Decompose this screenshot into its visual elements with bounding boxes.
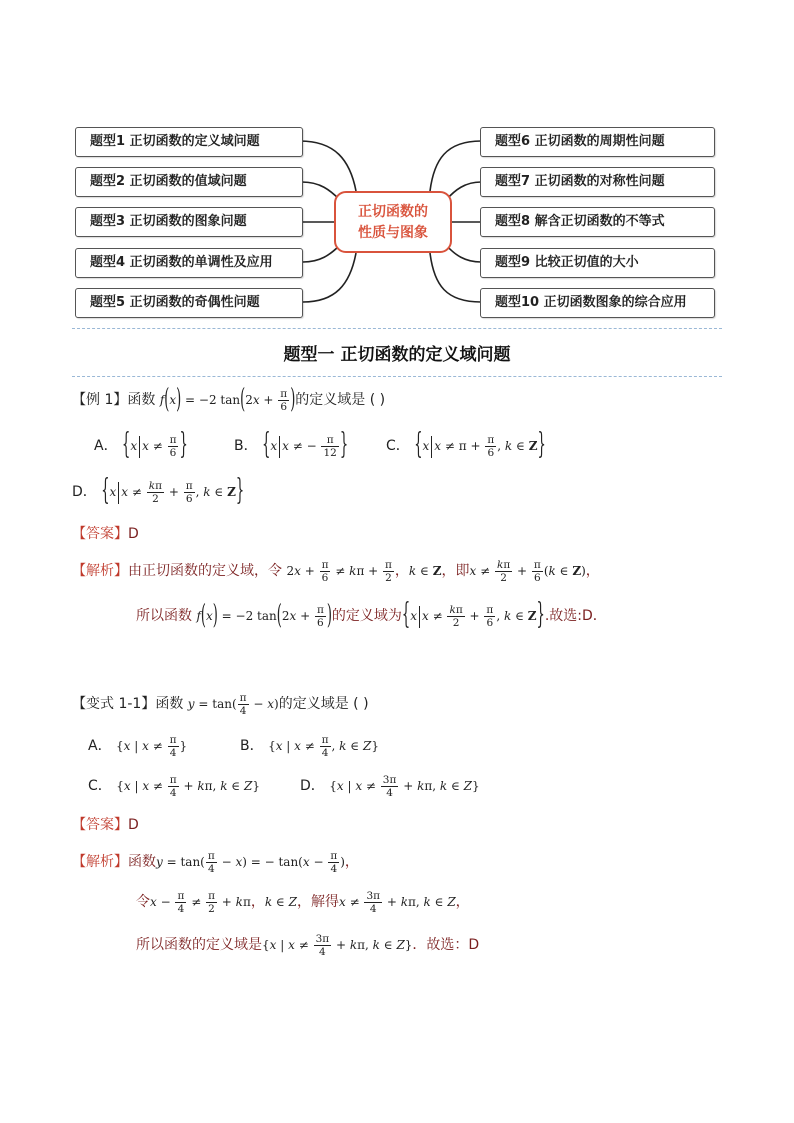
option-a-label: A． xyxy=(94,438,118,454)
example1-analysis-2: 所以函数 f(x) = −2 tan(2x + $\frac{\pi}{6}$ )的定义域为{x x ≠ $\frac{k\pi}{2}$ + $\frac{\pi}{6}$ , k ∈ Z}.故选:D． xyxy=(136,598,607,632)
mindmap-topic-8: 题型8 解含正切函数的不等式 xyxy=(480,207,715,237)
example1-option-c: C． {x x ≠ π + $\frac{\pi}{6}$ , k ∈ Z} xyxy=(386,428,546,462)
option-c-label: C． xyxy=(386,438,410,454)
example1-stem xyxy=(72,383,386,416)
mindmap-topic-7: 题型7 正切函数的对称性问题 xyxy=(480,167,715,197)
variant1-answer: 【答案】D xyxy=(72,817,139,833)
example1-stem-suffix: 的定义域是 ( ) xyxy=(295,392,386,408)
variant1-analysis-2: 令x − $\frac{\pi}{4}$ ≠ $\frac{\pi}{2}$ + kπ，k ∈ Z，解得x ≠ $\frac{3\pi}{4}$ + kπ, k ∈ Z， xyxy=(136,890,470,915)
answer-value: D xyxy=(128,526,139,542)
variant1-tag: 【变式 1-1】 xyxy=(72,696,156,712)
example1-option-b: B． {x x ≠ − $\frac{\pi}{12}$ } xyxy=(234,428,349,462)
variant1-option-b: B． {x | x ≠ $\frac{\pi}{4}$ , k ∈ Z} xyxy=(240,734,379,759)
option-d-label: D． xyxy=(72,484,97,500)
variant1-option-c: C． {x | x ≠ $\frac{\pi}{4}$ + kπ, k ∈ Z} xyxy=(88,774,260,799)
mindmap-topic-4: 题型4 正切函数的单调性及应用 xyxy=(75,248,303,278)
variant1-analysis-3: 所以函数的定义域是{x | x ≠ $\frac{3\pi}{4}$ + kπ, k ∈ Z}．故选：D xyxy=(136,933,480,958)
mindmap-topic-9: 题型9 比较正切值的大小 xyxy=(480,248,715,278)
mindmap-connectors xyxy=(0,0,794,330)
mindmap-topic-2: 题型2 正切函数的值域问题 xyxy=(75,167,303,197)
section-title: 题型一 正切函数的定义域问题 xyxy=(283,345,511,365)
mindmap-topic-6: 题型6 正切函数的周期性问题 xyxy=(480,127,715,157)
analysis-tag: 【解析】 xyxy=(72,563,128,579)
example1-answer xyxy=(72,524,139,544)
answer-tag: 【答案】 xyxy=(72,526,128,542)
variant1-stem: 【变式 1-1】函数 y = tan( $\frac{\pi}{4}$ − x)的定义域是 ( ) xyxy=(72,692,369,717)
mindmap-center-line1: 正切函数的 xyxy=(358,204,428,220)
mindmap-topic-1: 题型1 正切函数的定义域问题 xyxy=(75,127,303,157)
mindmap-topic-10: 题型10 正切函数图象的综合应用 xyxy=(480,288,715,318)
mindmap-center xyxy=(334,191,452,253)
variant1-option-a: A． {x | x ≠ $\frac{\pi}{4}$ } xyxy=(88,734,188,759)
mindmap-topic-3: 题型3 正切函数的图象问题 xyxy=(75,207,303,237)
variant1-option-d: D． {x | x ≠ $\frac{3\pi}{4}$ + kπ, k ∈ Z} xyxy=(300,774,480,799)
example1-tag: 【例 1】 xyxy=(72,392,128,408)
divider-bottom xyxy=(72,376,722,377)
variant1-analysis-1: 【解析】函数y = tan( $\frac{\pi}{4}$ − x) = − tan(x − $\frac{\pi}{4}$ )， xyxy=(72,850,359,875)
mindmap-center-line2: 性质与图象 xyxy=(358,225,428,241)
divider-top xyxy=(72,328,722,329)
example1-option-d: D． {x x ≠ $\frac{k\pi}{2}$ + $\frac{\pi}{6}$ , k ∈ Z} xyxy=(72,474,245,508)
example1-analysis-1: 【解析】由正切函数的定义域，令 2x + $\frac{\pi}{6}$ ≠ kπ + $\frac{\pi}{2}$ ，k ∈ Z，即x ≠ $\frac{k\pi}{2}$ + $\frac{\pi}{6}$ (k ∈ Z)， xyxy=(72,559,600,584)
example1-stem-prefix: 函数 xyxy=(127,392,156,408)
example1-function: f(x) = −2 tan(2x + $\frac{\pi}{6}$ ) xyxy=(159,383,296,416)
mindmap-topic-5: 题型5 正切函数的奇偶性问题 xyxy=(75,288,303,318)
example1-option-a: A． {x x ≠ $\frac{\pi}{6}$ } xyxy=(94,428,188,462)
option-b-label: B． xyxy=(234,438,258,454)
